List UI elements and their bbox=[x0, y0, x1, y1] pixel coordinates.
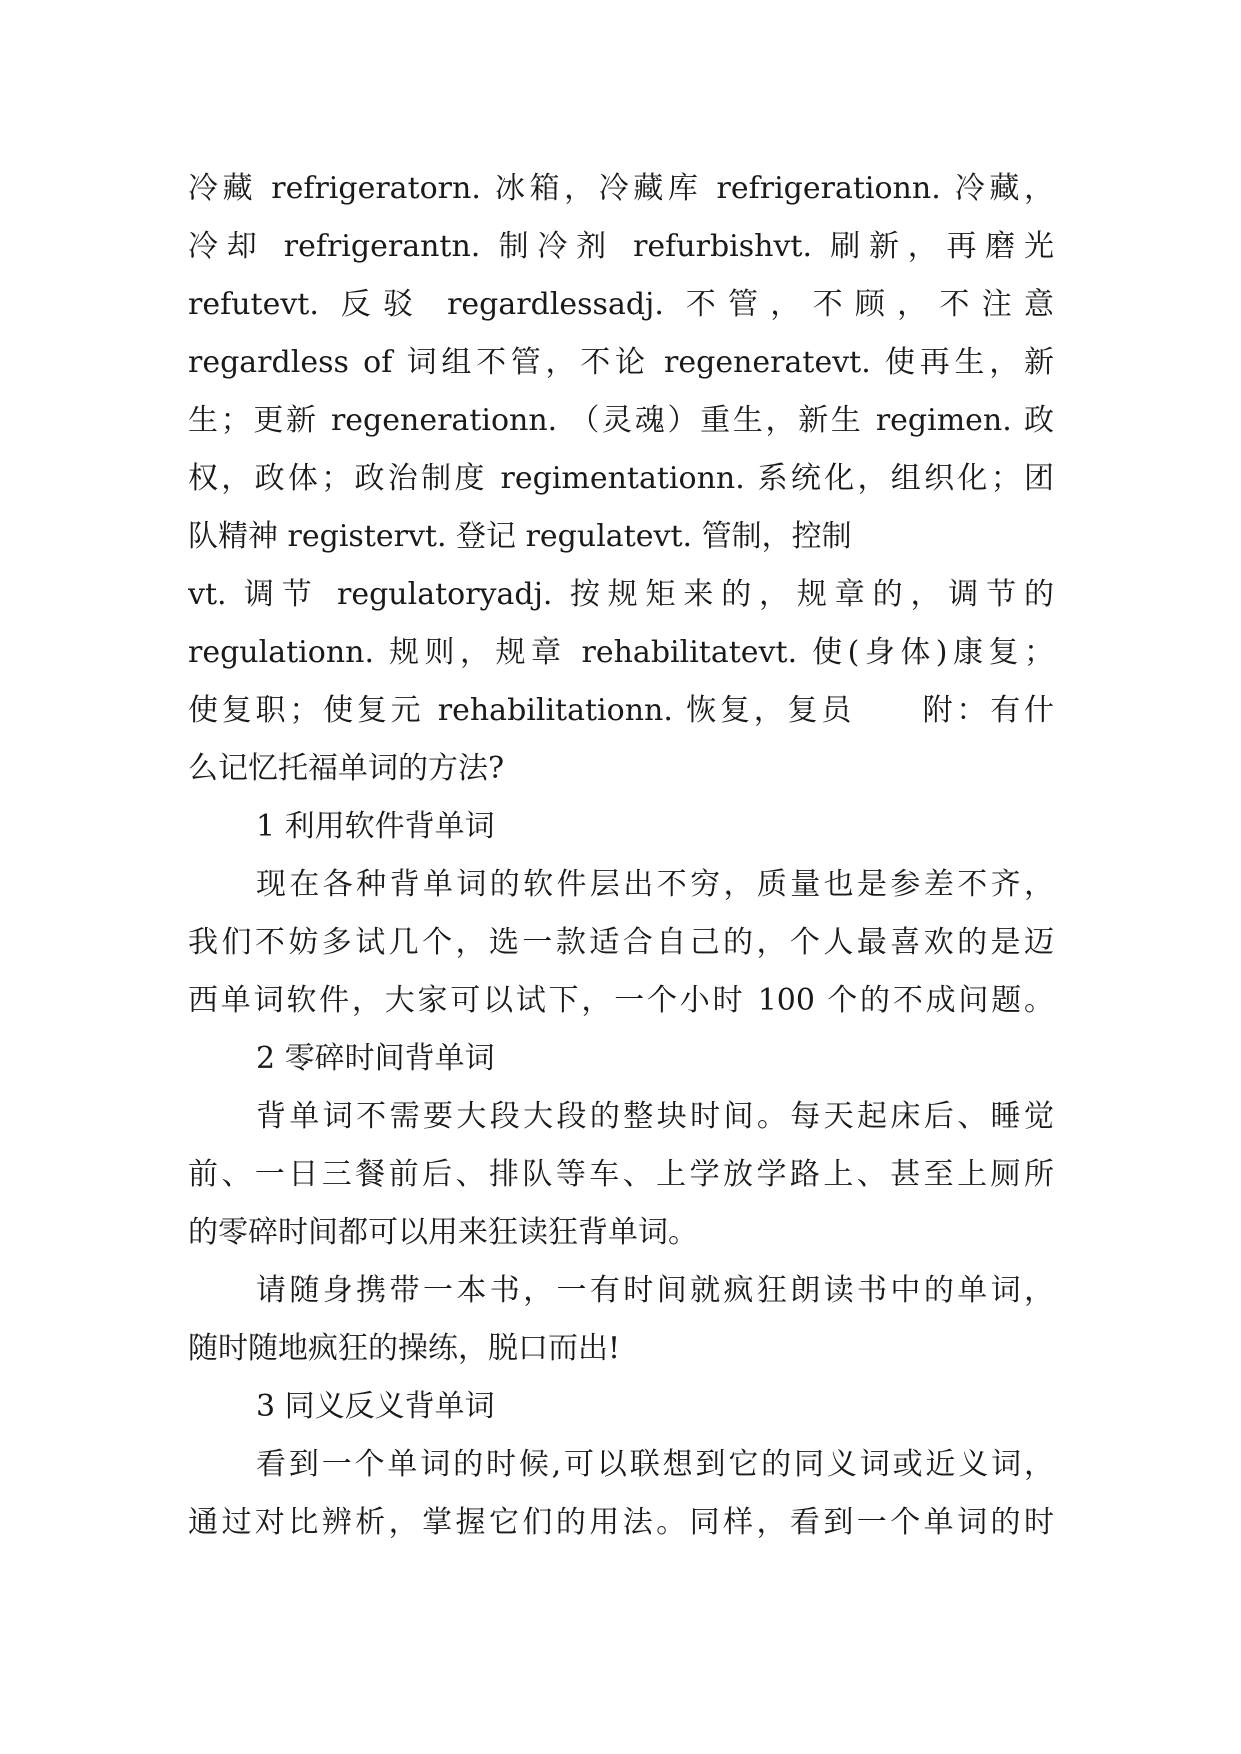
text-line: regulationn. 规则，规章 rehabilitatevt. 使(身体)康复； bbox=[188, 635, 1054, 670]
section-heading: 3 同义反义背单词 bbox=[256, 1389, 495, 1424]
text-line: 冷却 refrigerantn. 制冷剂 refurbishvt. 刷新，再磨光 bbox=[188, 229, 1054, 264]
paragraph-line: 前、一日三餐前后、排队等车、上学放学路上、甚至上厕所 bbox=[188, 1157, 1054, 1192]
paragraph-line: 现在各种背单词的软件层出不穷，质量也是参差不齐， bbox=[256, 867, 1054, 902]
text-line: vt. 调节 regulatoryadj. 按规矩来的，规章的，调节的 bbox=[188, 577, 1054, 612]
paragraph-line: 随时随地疯狂的操练，脱口而出! bbox=[188, 1331, 621, 1366]
paragraph-line: 西单词软件，大家可以试下，一个小时 100 个的不成问题。 bbox=[188, 983, 1054, 1018]
text-line: 队精神 registervt. 登记 regulatevt. 管制，控制 bbox=[188, 519, 852, 554]
text-line: 冷藏 refrigeratorn. 冰箱，冷藏库 refrigerationn. 冷藏， bbox=[188, 171, 1054, 206]
paragraph-line: 通过对比辨析，掌握它们的用法。同样，看到一个单词的时 bbox=[188, 1505, 1054, 1540]
paragraph-line: 背单词不需要大段大段的整块时间。每天起床后、睡觉 bbox=[256, 1099, 1054, 1134]
paragraph-line: 看到一个单词的时候,可以联想到它的同义词或近义词， bbox=[256, 1447, 1054, 1482]
section-heading: 1 利用软件背单词 bbox=[256, 809, 495, 844]
text-line: 么记忆托福单词的方法? bbox=[188, 751, 505, 786]
text-line: refutevt. 反驳 regardlessadj. 不管，不顾，不注意 bbox=[188, 287, 1054, 322]
paragraph-line: 我们不妨多试几个，选一款适合自己的，个人最喜欢的是迈 bbox=[188, 925, 1054, 960]
text-line: 生；更新 regenerationn. （灵魂）重生，新生 regimen. 政 bbox=[188, 403, 1054, 438]
text-line: 使复职；使复元 rehabilitationn. 恢复，复员 附：有什 bbox=[188, 693, 1054, 728]
text-line: regardless of 词组不管，不论 regeneratevt. 使再生，新 bbox=[188, 345, 1054, 380]
section-heading: 2 零碎时间背单词 bbox=[256, 1041, 495, 1076]
paragraph-line: 的零碎时间都可以用来狂读狂背单词。 bbox=[188, 1215, 698, 1250]
document-body bbox=[188, 160, 1054, 1552]
text-line: 权，政体；政治制度 regimentationn. 系统化，组织化；团 bbox=[188, 461, 1054, 496]
paragraph-line: 请随身携带一本书，一有时间就疯狂朗读书中的单词， bbox=[256, 1273, 1054, 1308]
